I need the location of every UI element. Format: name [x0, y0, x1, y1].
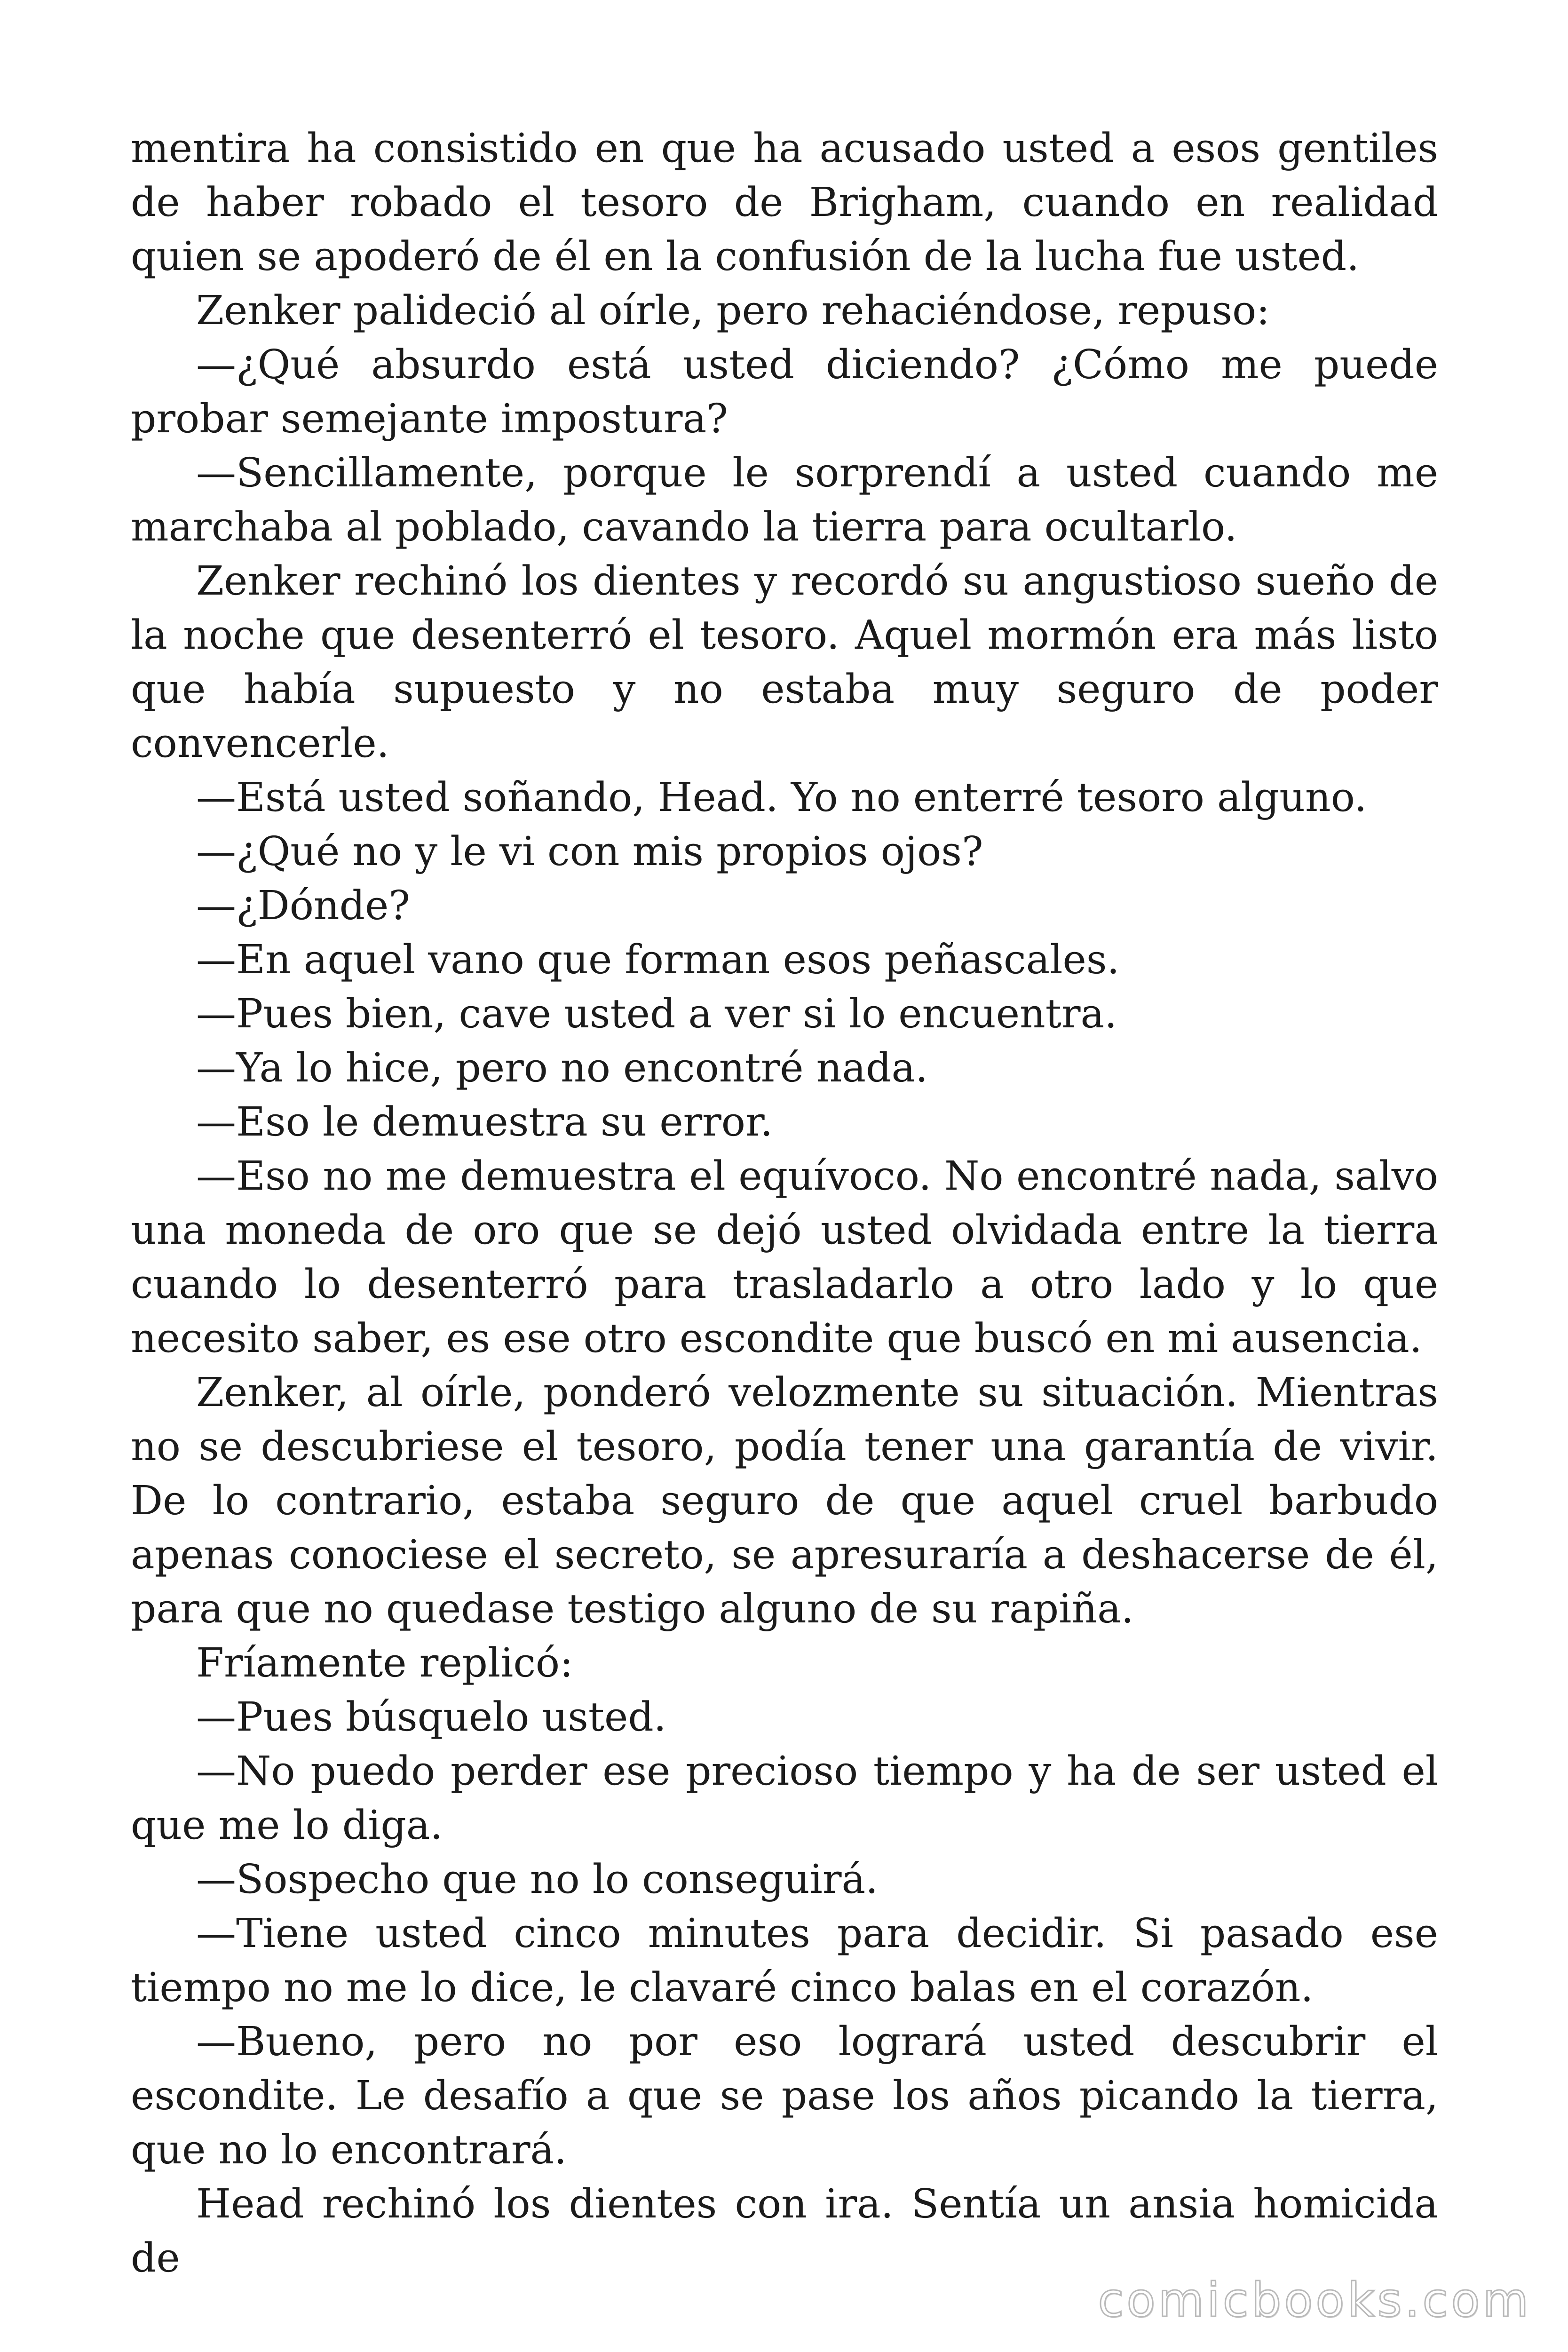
- paragraph: —¿Qué no y le vi con mis propios ojos?: [196, 828, 983, 875]
- watermark: comicbooks.com: [1098, 2273, 1531, 2328]
- paragraph: —En aquel vano que forman esos peñascales.: [196, 937, 1120, 983]
- paragraph: —Eso le demuestra su error.: [196, 1099, 773, 1145]
- paragraph: —Sencillamente, porque le sorprendí a usted cuando me marchaba al poblado, cavando la tierra para ocultarlo.: [131, 450, 1438, 550]
- paragraph: Fríamente replicó:: [196, 1640, 573, 1686]
- paragraph: Zenker rechinó los dientes y recordó su angustioso sueño de la noche que desenterró el tesoro. Aquel mormón era más listo que había supuesto y no estaba muy seguro de poder convencerle.: [131, 558, 1438, 767]
- paragraph: —Eso no me demuestra el equívoco. No encontré nada, salvo una moneda de oro que se dejó usted olvidada entre la tierra cuando lo desenterró para trasladarlo a otro lado y lo que necesito saber, es ese otro escondite que buscó en mi ausencia.: [131, 1153, 1438, 1362]
- paragraph: —Pues bien, cave usted a ver si lo encuentra.: [196, 991, 1117, 1037]
- paragraph: —Bueno, pero no por eso logrará usted descubrir el escondite. Le desafío a que se pase los años picando la tierra, que no lo encontrará.: [131, 2018, 1438, 2173]
- paragraph: —No puedo perder ese precioso tiempo y ha de ser usted el que me lo diga.: [131, 1748, 1438, 1849]
- paragraph: —¿Qué absurdo está usted diciendo? ¿Cómo me puede probar semejante impostura?: [131, 342, 1438, 442]
- paragraph: —Sospecho que no lo conseguirá.: [196, 1856, 879, 1903]
- book-page-text: [131, 121, 1438, 2285]
- paragraph: —Está usted soñando, Head. Yo no enterré tesoro alguno.: [196, 774, 1367, 821]
- paragraph: —¿Dónde?: [196, 882, 410, 929]
- paragraph: Zenker palideció al oírle, pero rehaciéndose, repuso:: [196, 287, 1270, 334]
- paragraph: —Pues búsquelo usted.: [196, 1694, 666, 1740]
- paragraph: —Tiene usted cinco minutes para decidir. Si pasado ese tiempo no me lo dice, le clavaré cinco balas en el corazón.: [131, 1910, 1438, 2011]
- paragraph: mentira ha consistido en que ha acusado usted a esos gentiles de haber robado el tesoro de Brigham, cuando en realidad quien se apoderó de él en la confusión de la lucha fue usted.: [131, 125, 1438, 280]
- paragraph: —Ya lo hice, pero no encontré nada.: [196, 1045, 928, 1091]
- paragraph: Head rechinó los dientes con ira. Sentía un ansia homicida de: [131, 2181, 1438, 2281]
- paragraph: Zenker, al oírle, ponderó velozmente su situación. Mientras no se descubriese el tesoro, podía tener una garantía de vivir. De lo contrario, estaba seguro de que aquel cruel barbudo apenas conociese el secreto, se apresuraría a deshacerse de él, para que no quedase testigo alguno de su rapiña.: [131, 1369, 1438, 1632]
